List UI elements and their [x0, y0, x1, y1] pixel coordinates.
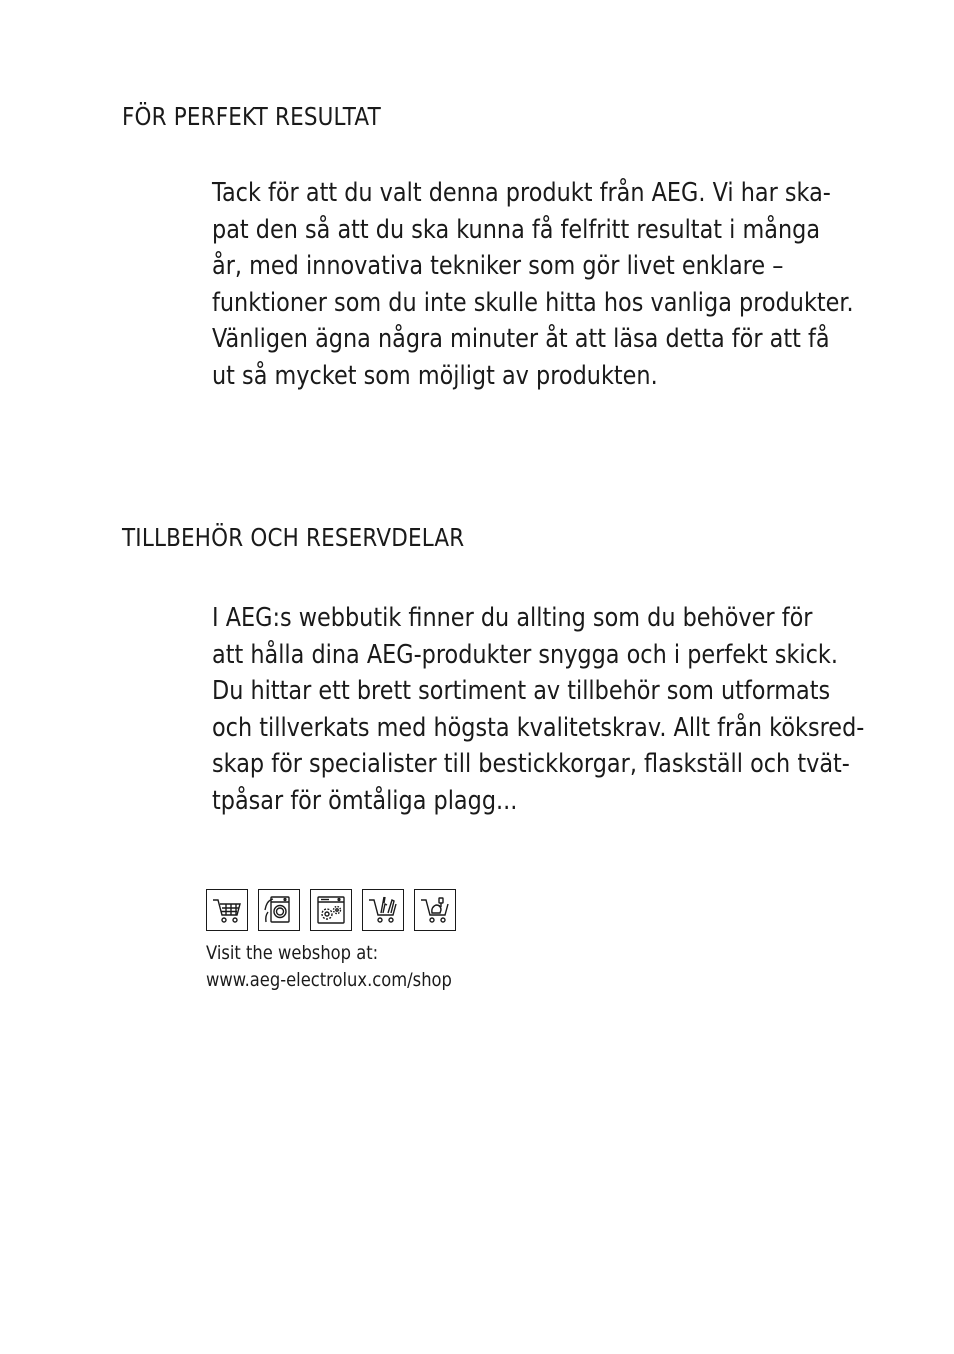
shopping-cart-icon: [206, 889, 248, 931]
detergent-cart-icon: [414, 889, 456, 931]
section-heading-accessories: TILLBEHÖR OCH RESERVDELAR: [122, 523, 465, 552]
dishwasher-icon: [310, 889, 352, 931]
utensils-cart-icon: [362, 889, 404, 931]
washing-machine-icon: [258, 889, 300, 931]
webshop-icon-row: [206, 889, 456, 931]
section-heading-perfect-result: FÖR PERFEKT RESULTAT: [122, 102, 381, 131]
